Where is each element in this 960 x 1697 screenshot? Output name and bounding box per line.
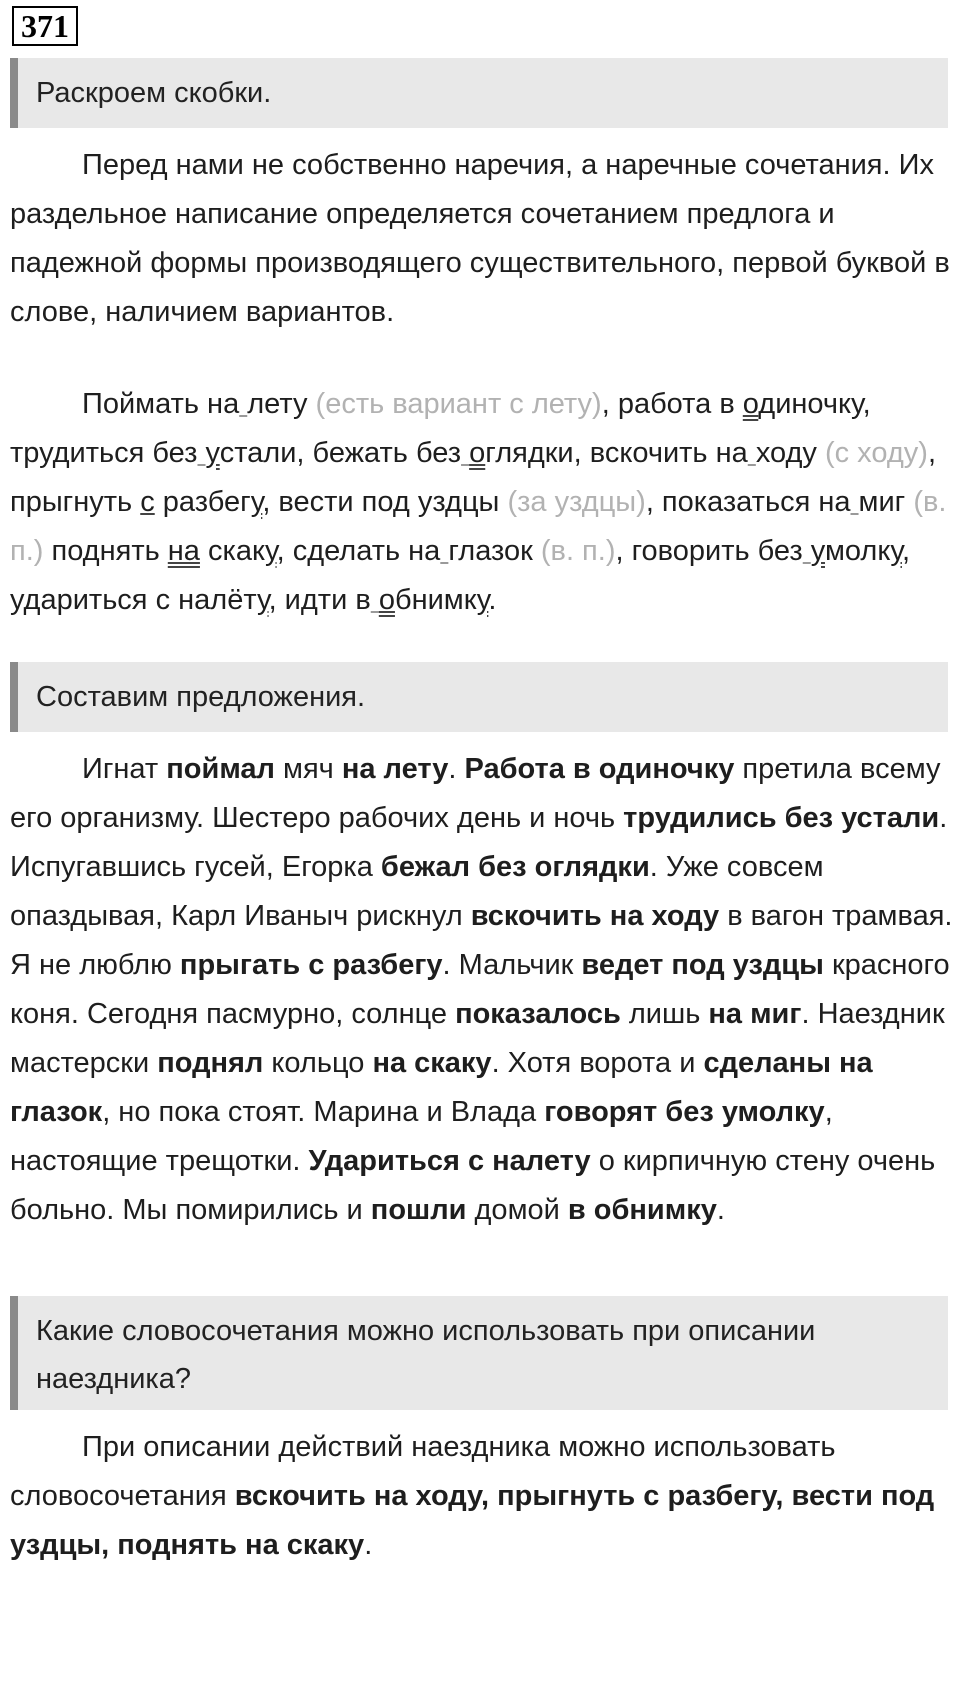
highlighted-phrase: прыгать с разбегу — [179, 949, 443, 981]
variant-note: (есть вариант с лету) — [315, 388, 602, 420]
highlighted-phrase: Работа в одиночку — [464, 753, 735, 785]
separator-gap — [461, 437, 469, 469]
sentences-paragraph — [10, 745, 960, 1235]
highlighted-phrase: бежал без оглядки — [380, 851, 650, 883]
highlighted-phrase: ведет под уздцы — [581, 949, 824, 981]
sentence-text: лишь — [628, 998, 701, 1030]
word: уздцы — [417, 486, 500, 518]
highlighted-phrase: поймал — [166, 753, 275, 785]
section-header-open-brackets — [10, 58, 948, 128]
word: налёт — [178, 584, 257, 616]
sentence-text: домой — [474, 1194, 560, 1226]
sentence-text: . Мальчик — [442, 949, 574, 981]
answer-text: . — [364, 1529, 373, 1561]
word: сделать на — [292, 535, 441, 567]
word: лету — [247, 388, 308, 420]
word: , прыгнуть — [10, 437, 936, 518]
word: , работа в — [601, 388, 735, 420]
highlighted-phrase: вскочить на ходу — [470, 900, 720, 932]
highlighted-phrase: поднял — [157, 1047, 264, 1079]
explanation-text: Перед нами не собственно наречия, а наречные сочетания. Их раздельное написание определяется сочетанием предлога и падежной формы производящего существительного, первой буквой в слове, наличием вариантов. — [10, 149, 950, 328]
highlighted-phrase: на скаку — [372, 1047, 492, 1079]
word: , удариться с — [10, 535, 911, 616]
word: разбег — [162, 486, 251, 518]
word: ходу — [755, 437, 817, 469]
sentence-text: претила всему его организму. Шестеро рабочих день и ночь — [10, 753, 941, 834]
sentence-text: , но пока стоят. Марина и Влада — [102, 1096, 537, 1128]
separator-gap — [748, 437, 756, 469]
section-header-make-sentences — [10, 662, 948, 732]
word: глядки, — [485, 437, 582, 469]
sentence-text: . Хотя ворота и — [491, 1047, 696, 1079]
underlined-letter: о — [469, 437, 486, 469]
word: . — [488, 584, 497, 616]
highlighted-phrase: трудились без устали — [623, 802, 940, 834]
word: , идти в — [268, 584, 371, 616]
variant-note: (в. п.) — [10, 486, 947, 567]
sentence-text: , настоящие трещотки. — [10, 1096, 833, 1177]
section-header-label: Раскроем скобки. — [36, 77, 272, 109]
sentence-text: в вагон трамвая. Я не люблю — [10, 900, 953, 981]
highlighted-phrase: сделаны на глазок — [10, 1047, 873, 1128]
section-header-label: Составим предложения. — [36, 681, 366, 713]
variant-note: (за уздцы) — [507, 486, 646, 518]
highlighted-phrase: вскочить на ходу, прыгнуть с разбегу, вести под уздцы, поднять на скаку — [10, 1480, 935, 1561]
sentence-text: . — [716, 1194, 725, 1226]
sentence-text: . Уже совсем опаздывая, Карл Иваныч рискнул — [10, 851, 824, 932]
sentence-text: мяч — [283, 753, 334, 785]
underlined-letter: у — [250, 486, 263, 518]
answer-text: При описании действий наездника можно использовать словосочетания — [10, 1431, 836, 1512]
underlined-letter: у — [890, 535, 902, 567]
highlighted-phrase: в обнимку — [567, 1194, 717, 1226]
separator-gap — [197, 437, 205, 469]
word: стали, бежать без — [219, 437, 462, 469]
underlined-letter: о — [378, 584, 395, 616]
task-number: 371 — [12, 6, 78, 46]
word: молк — [824, 535, 891, 567]
word: миг — [858, 486, 906, 518]
highlighted-phrase: на миг — [708, 998, 802, 1030]
underlined-letter: о — [742, 388, 759, 420]
sentence-text: . Испугавшись гусей, Егорка — [10, 802, 948, 883]
word: диночку, трудиться без — [10, 388, 871, 469]
separator-gap — [371, 584, 379, 616]
word: , вести под — [262, 486, 410, 518]
variant-note: (с ходу) — [824, 437, 928, 469]
separator-gap — [850, 486, 858, 518]
underlined-prefix: с — [140, 486, 155, 518]
variant-note: (в. п.) — [540, 535, 616, 567]
word: глазок — [448, 535, 533, 567]
sentence-text: . — [448, 753, 457, 785]
word: , — [276, 535, 285, 567]
word: бнимк — [394, 584, 477, 616]
highlighted-phrase: говорят без умолку — [544, 1096, 825, 1128]
underlined-letter: у — [264, 535, 277, 567]
word: поднять — [51, 535, 160, 567]
underlined-letter: у — [256, 584, 269, 616]
underlined-prefix: на — [167, 535, 200, 567]
sentence-text: . Наездник мастерски — [10, 998, 945, 1079]
word: Поймать на — [82, 388, 240, 420]
highlighted-phrase: показалось — [455, 998, 621, 1030]
sentence-text: красного коня. Сегодня пасмурно, солнце — [10, 949, 950, 1030]
word: вскочить на — [589, 437, 748, 469]
separator-gap — [803, 535, 811, 567]
word: , говорить без — [615, 535, 803, 567]
underlined-letter: у — [810, 535, 825, 567]
sentence-text: о кирпичную стену очень больно. Мы помирились и — [10, 1145, 936, 1226]
sentence-text: Игнат — [82, 753, 159, 785]
sentence-text: кольцо — [271, 1047, 365, 1079]
highlighted-phrase: пошли — [370, 1194, 467, 1226]
explanation-paragraph — [10, 141, 960, 337]
answer-paragraph — [10, 1423, 960, 1570]
underlined-letter: у — [476, 584, 489, 616]
word: скак — [208, 535, 265, 567]
section-header-question — [10, 1296, 948, 1410]
highlighted-phrase: на лету — [341, 753, 449, 785]
highlighted-phrase: Удариться с налету — [308, 1145, 591, 1177]
word: , показаться на — [645, 486, 851, 518]
underlined-letter: у — [205, 437, 220, 469]
section-header-label: Какие словосочетания можно использовать при описании наездника? — [36, 1315, 816, 1395]
adverbs-paragraph — [10, 380, 960, 625]
